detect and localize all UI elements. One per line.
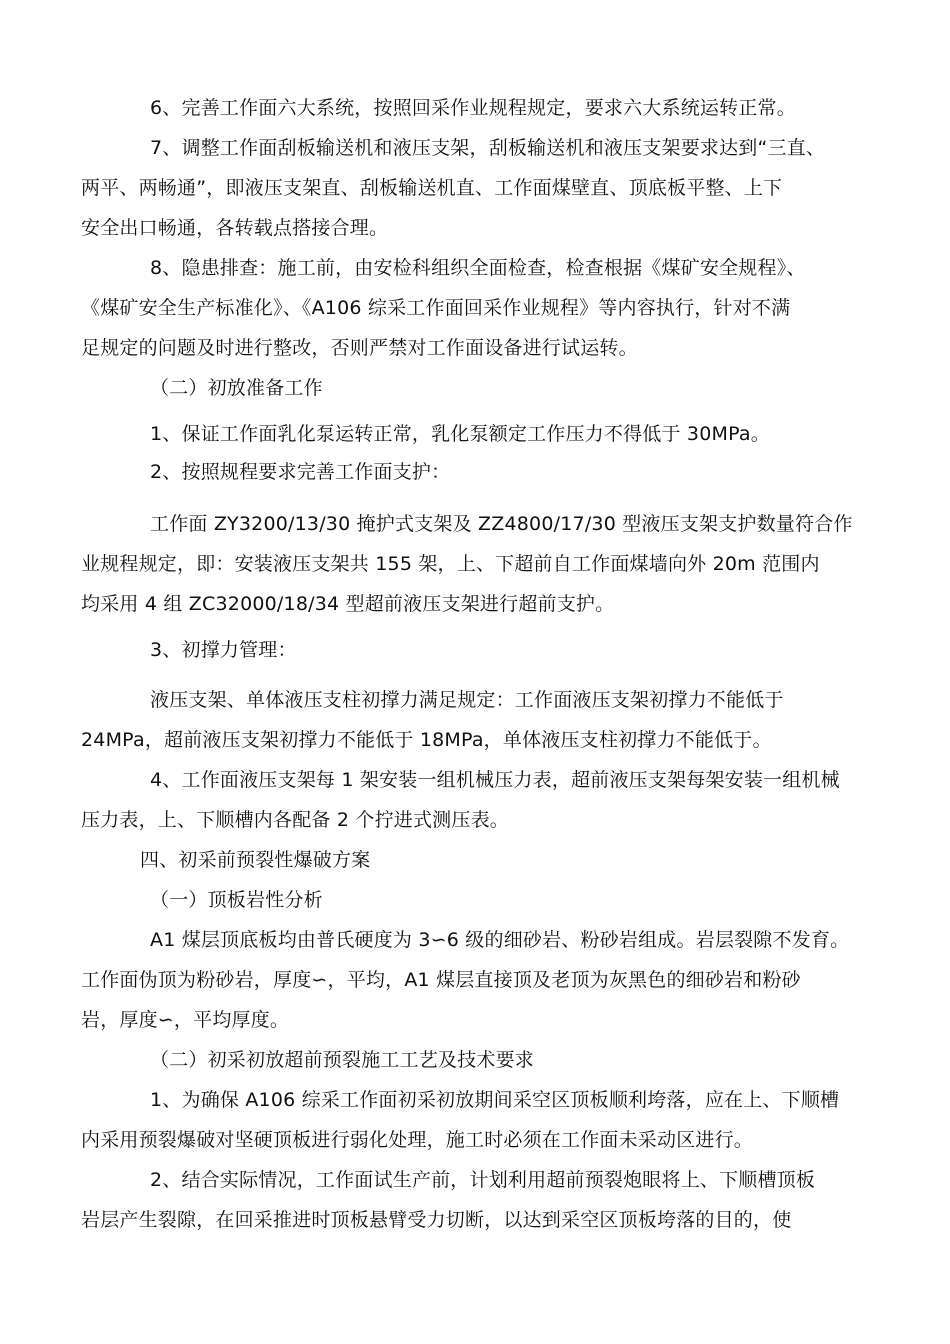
paragraph-line: 2、结合实际情况，工作面试生产前，计划利用超前预裂炮眼将上、下顺槽顶板 <box>150 1169 816 1191</box>
paragraph-line: 4、工作面液压支架每 1 架安装一组机械压力表，超前液压支架每架安装一组机械 <box>150 769 840 791</box>
paragraph-line: 业规程规定，即：安装液压支架共 155 架，上、下超前自工作面煤墙向外 20m 范围内 <box>81 553 820 575</box>
paragraph-line: 岩层产生裂隙，在回采推进时顶板悬臂受力切断，以达到采空区顶板垮落的目的，使 <box>81 1209 792 1231</box>
paragraph-line: 24MPa，超前液压支架初撑力不能低于 18MPa，单体液压支柱初撑力不能低于。 <box>81 729 772 751</box>
section-heading: （二）初放准备工作 <box>150 377 323 399</box>
paragraph-line: 3、初撑力管理： <box>150 639 297 661</box>
paragraph-line: 内采用预裂爆破对坚硬顶板进行弱化处理，施工时必须在工作面未采动区进行。 <box>81 1129 754 1151</box>
paragraph-line: 8、隐患排查：施工前，由安检科组织全面检查，检查根据《煤矿安全规程》、 <box>150 257 806 279</box>
paragraph-line: 工作面 ZY3200/13/30 掩护式支架及 ZZ4800/17/30 型液压支架支护数量符合作 <box>150 513 853 535</box>
paragraph-line: 足规定的问题及时进行整改，否则严禁对工作面设备进行试运转。 <box>81 337 638 359</box>
paragraph-line: 岩，厚度∽，平均厚度。 <box>81 1009 290 1031</box>
paragraph-line: 两平、两畅通”，即液压支架直、刮板输送机直、工作面煤壁直、顶底板平整、上下 <box>81 177 783 199</box>
paragraph-line: 均采用 4 组 ZC32000/18/34 型超前液压支架进行超前支护。 <box>81 593 615 615</box>
section-heading: 四、初采前预裂性爆破方案 <box>140 849 371 871</box>
paragraph-line: 2、按照规程要求完善工作面支护： <box>150 461 451 483</box>
paragraph-line: 工作面伪顶为粉砂岩，厚度∽，平均，A1 煤层直接顶及老顶为灰黑色的细砂岩和粉砂 <box>81 969 801 991</box>
paragraph-line: 7、调整工作面刮板输送机和液压支架，刮板输送机和液压支架要求达到“三直、 <box>150 137 826 159</box>
paragraph-line: 1、保证工作面乳化泵运转正常，乳化泵额定工作压力不得低于 30MPa。 <box>150 423 770 445</box>
paragraph-line: 安全出口畅通，各转载点搭接合理。 <box>81 217 389 239</box>
paragraph-line: 6、完善工作面六大系统，按照回采作业规程规定，要求六大系统运转正常。 <box>150 97 796 119</box>
paragraph-line: A1 煤层顶底板均由普氏硬度为 3∽6 级的细砂岩、粉砂岩组成。岩层裂隙不发育。 <box>150 929 850 951</box>
section-heading: （一）顶板岩性分析 <box>150 889 323 911</box>
paragraph-line: 压力表，上、下顺槽内各配备 2 个拧进式测压表。 <box>81 809 509 831</box>
paragraph-line: 1、为确保 A106 综采工作面初采初放期间采空区顶板顺利垮落，应在上、下顺槽 <box>150 1089 840 1111</box>
section-heading: （二）初采初放超前预裂施工工艺及技术要求 <box>150 1049 535 1071</box>
paragraph-line: 液压支架、单体液压支柱初撑力满足规定：工作面液压支架初撑力不能低于 <box>150 689 784 711</box>
paragraph-line: 《煤矿安全生产标准化》、《A106 综采工作面回采作业规程》等内容执行，针对不满 <box>81 297 791 319</box>
